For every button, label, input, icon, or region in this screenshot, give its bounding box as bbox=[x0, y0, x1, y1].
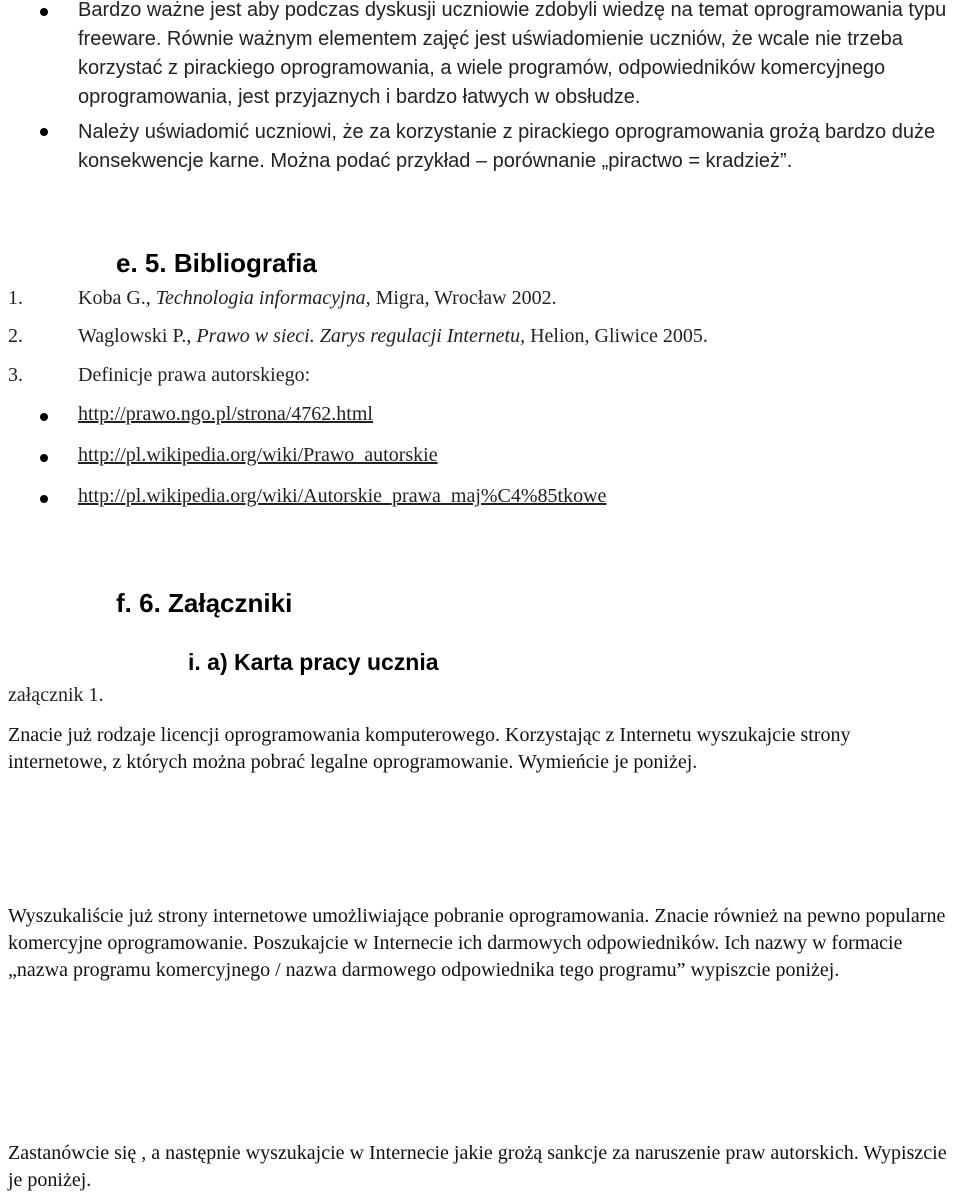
link-prawo-ngo[interactable]: http://prawo.ngo.pl/strona/4762.html bbox=[78, 403, 373, 425]
item-number: 1. bbox=[8, 287, 23, 309]
item-author: Koba G., bbox=[78, 287, 156, 309]
item-text: Definicje prawa autorskiego: bbox=[78, 364, 311, 386]
bullet-paragraph-piracy: Należy uświadomić uczniowi, że za korzystanie z pirackiego oprogramowania grożą bardzo duże konsekwencje karne. Można podać przykład – porównanie „piractwo = kradzież”. bbox=[78, 121, 936, 172]
item-author: Waglowski P., bbox=[78, 325, 197, 347]
bullet-icon bbox=[40, 8, 48, 16]
worksheet-task-2: Wyszukaliście już strony internetowe umożliwiające pobranie oprogramowania. Znacie również na pewno popularne komercyjne oprogramowanie. Poszukajcie w Internecie ich darmowych odpowiedników. Ich nazwy w formacie „nazwa programu komercyjnego / nazwa darmowego odpowiednika tego programu” wypiszcie poniżej. bbox=[8, 905, 946, 981]
item-title: Prawo w sieci. Zarys regulacji Internetu, bbox=[196, 325, 526, 347]
attachment-label: załącznik 1. bbox=[8, 684, 104, 706]
item-number: 2. bbox=[8, 325, 23, 347]
link-wikipedia-prawo-autorskie[interactable]: http://pl.wikipedia.org/wiki/Prawo_autorskie bbox=[78, 444, 438, 466]
item-publisher: Helion, Gliwice 2005. bbox=[525, 325, 708, 347]
attachments-heading: f. 6. Załączniki bbox=[116, 588, 293, 618]
worksheet-task-1: Znacie już rodzaje licencji oprogramowania komputerowego. Korzystając z Internetu wyszukajcie strony internetowe, z których można pobrać legalne oprogramowanie. Wymieńcie je poniżej. bbox=[8, 724, 851, 773]
bibliography-heading: e. 5. Bibliografia bbox=[116, 248, 317, 278]
worksheet-heading: i. a) Karta pracy ucznia bbox=[188, 649, 439, 675]
bullet-icon bbox=[40, 128, 48, 136]
bullet-icon bbox=[40, 495, 48, 503]
item-publisher: Migra, Wrocław 2002. bbox=[370, 287, 557, 309]
bullet-icon bbox=[40, 413, 48, 421]
bullet-icon bbox=[40, 454, 48, 462]
item-title: Technologia informacyjna, bbox=[155, 287, 371, 309]
link-wikipedia-prawa-majatkowe[interactable]: http://pl.wikipedia.org/wiki/Autorskie_prawa_maj%C4%85tkowe bbox=[78, 485, 607, 507]
bullet-paragraph-freeware: Bardzo ważne jest aby podczas dyskusji uczniowie zdobyli wiedzę na temat oprogramowania typu freeware. Równie ważnym elementem zajęć jest uświadomienie uczniów, że wcale nie trzeba korzystać z pirackiego oprogramowania, a wiele programów, odpowiedników komercyjnego oprogramowania, jest przyjaznych i bardzo łatwych w obsłudze. bbox=[78, 0, 947, 108]
bibliography-item-2 bbox=[8, 325, 708, 348]
item-number: 3. bbox=[8, 364, 23, 386]
worksheet-task-3: Zastanówcie się , a następnie wyszukajcie w Internecie jakie grożą sankcje za naruszenie praw autorskich. Wypiszcie je poniżej. bbox=[8, 1142, 947, 1191]
bibliography-item-3 bbox=[8, 364, 310, 387]
bibliography-item-1 bbox=[8, 287, 557, 310]
